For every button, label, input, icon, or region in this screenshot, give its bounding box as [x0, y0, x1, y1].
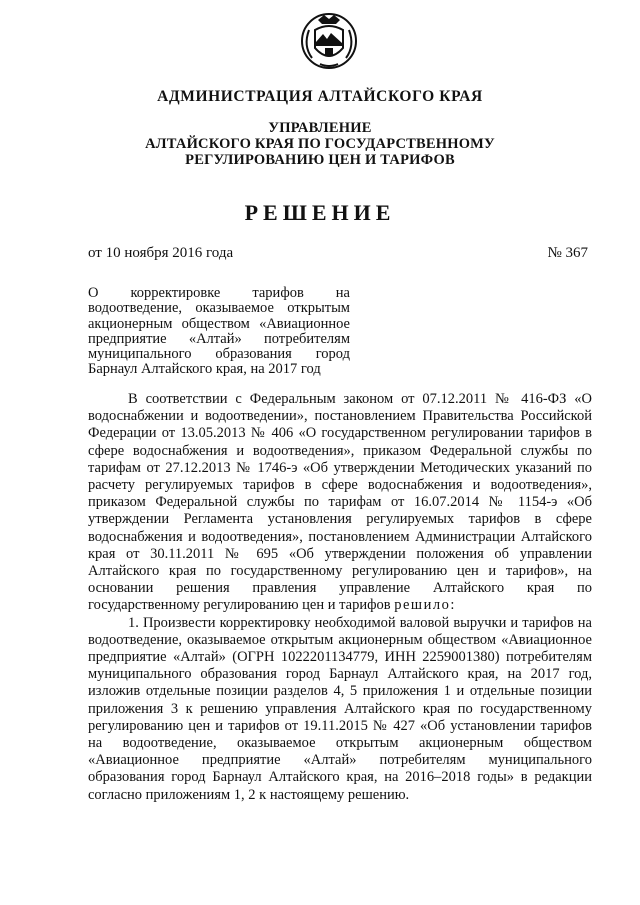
administration-title: АДМИНИСТРАЦИЯ АЛТАЙСКОГО КРАЯ — [157, 88, 483, 105]
department-line-2: АЛТАЙСКОГО КРАЯ ПО ГОСУДАРСТВЕННОМУ — [145, 136, 495, 152]
document-number: № 367 — [547, 245, 588, 261]
department-line-1: УПРАВЛЕНИЕ — [268, 120, 372, 136]
preamble-text: В соответствии с Федеральным законом от 07.12.2011 № 416-ФЗ «О водоснабжении и водоотведении», постановлением Правительства Российской Федерации от 13.05.2013 № 406 «О государственном регулировании тарифов в сфере водоснабжения и водоотведения», приказом Федеральной службы по тарифам от 27.12.2013 № 1746-э «Об утверждении Методических указаний по расчету регулируемых тарифов в сфере водоснабжения и водоотведения», приказом Федеральной службы по тарифам от 16.07.2014 № 1154-э «Об утверждении Регламента установления регулируемых тарифов в сфере водоснабжения и водоотведения», постановлением Администрации Алтайского края от 30.11.2011 № 695 «Об утверждении положения об управлении Алтайского края по государственному регулированию цен и тарифов», на основании решения правления управление Алтайского края по государственному регулированию цен и тарифов — [88, 391, 592, 614]
document-date: от 10 ноября 2016 года — [88, 245, 234, 261]
document-subject: О корректировке тарифов на водоотведение, оказываемое открытым акционерным обществом «Авиационное предприятие «Алтай» потребителям муниципального образования город Барнаул Алтайского края, на 2017 год — [88, 285, 350, 378]
coat-of-arms-emblem — [300, 8, 358, 72]
document-body — [88, 391, 592, 804]
department-line-3: РЕГУЛИРОВАНИЮ ЦЕН И ТАРИФОВ — [185, 152, 455, 168]
preamble-paragraph — [88, 391, 592, 615]
item-1-paragraph: 1. Произвести корректировку необходимой валовой выручки и тарифов на водоотведение, оказываемое открытым акционерным обществом «Авиационное предприятие «Алтай» (ОГРН 1022201134779, ИНН 2259001380) потребителям муниципального образования город Барнаул Алтайского края, на 2017 год, изложив отдельные позиции разделов 4, 5 приложения 1 и отдельные позиции приложения 3 к решению управления Алтайского края по государственному регулированию цен и тарифов от 19.11.2015 № 427 «Об установлении тарифов на водоотведение, оказываемое открытым акционерным обществом «Авиационное предприятие «Алтай» потребителям муниципального образования город Барнаул Алтайского края, на 2016–2018 годы» в редакции согласно приложениям 1, 2 к настоящему решению. — [88, 614, 592, 803]
document-type-heading: РЕШЕНИЕ — [244, 200, 396, 225]
resolved-word: решило: — [394, 597, 456, 614]
department-title — [0, 120, 640, 168]
